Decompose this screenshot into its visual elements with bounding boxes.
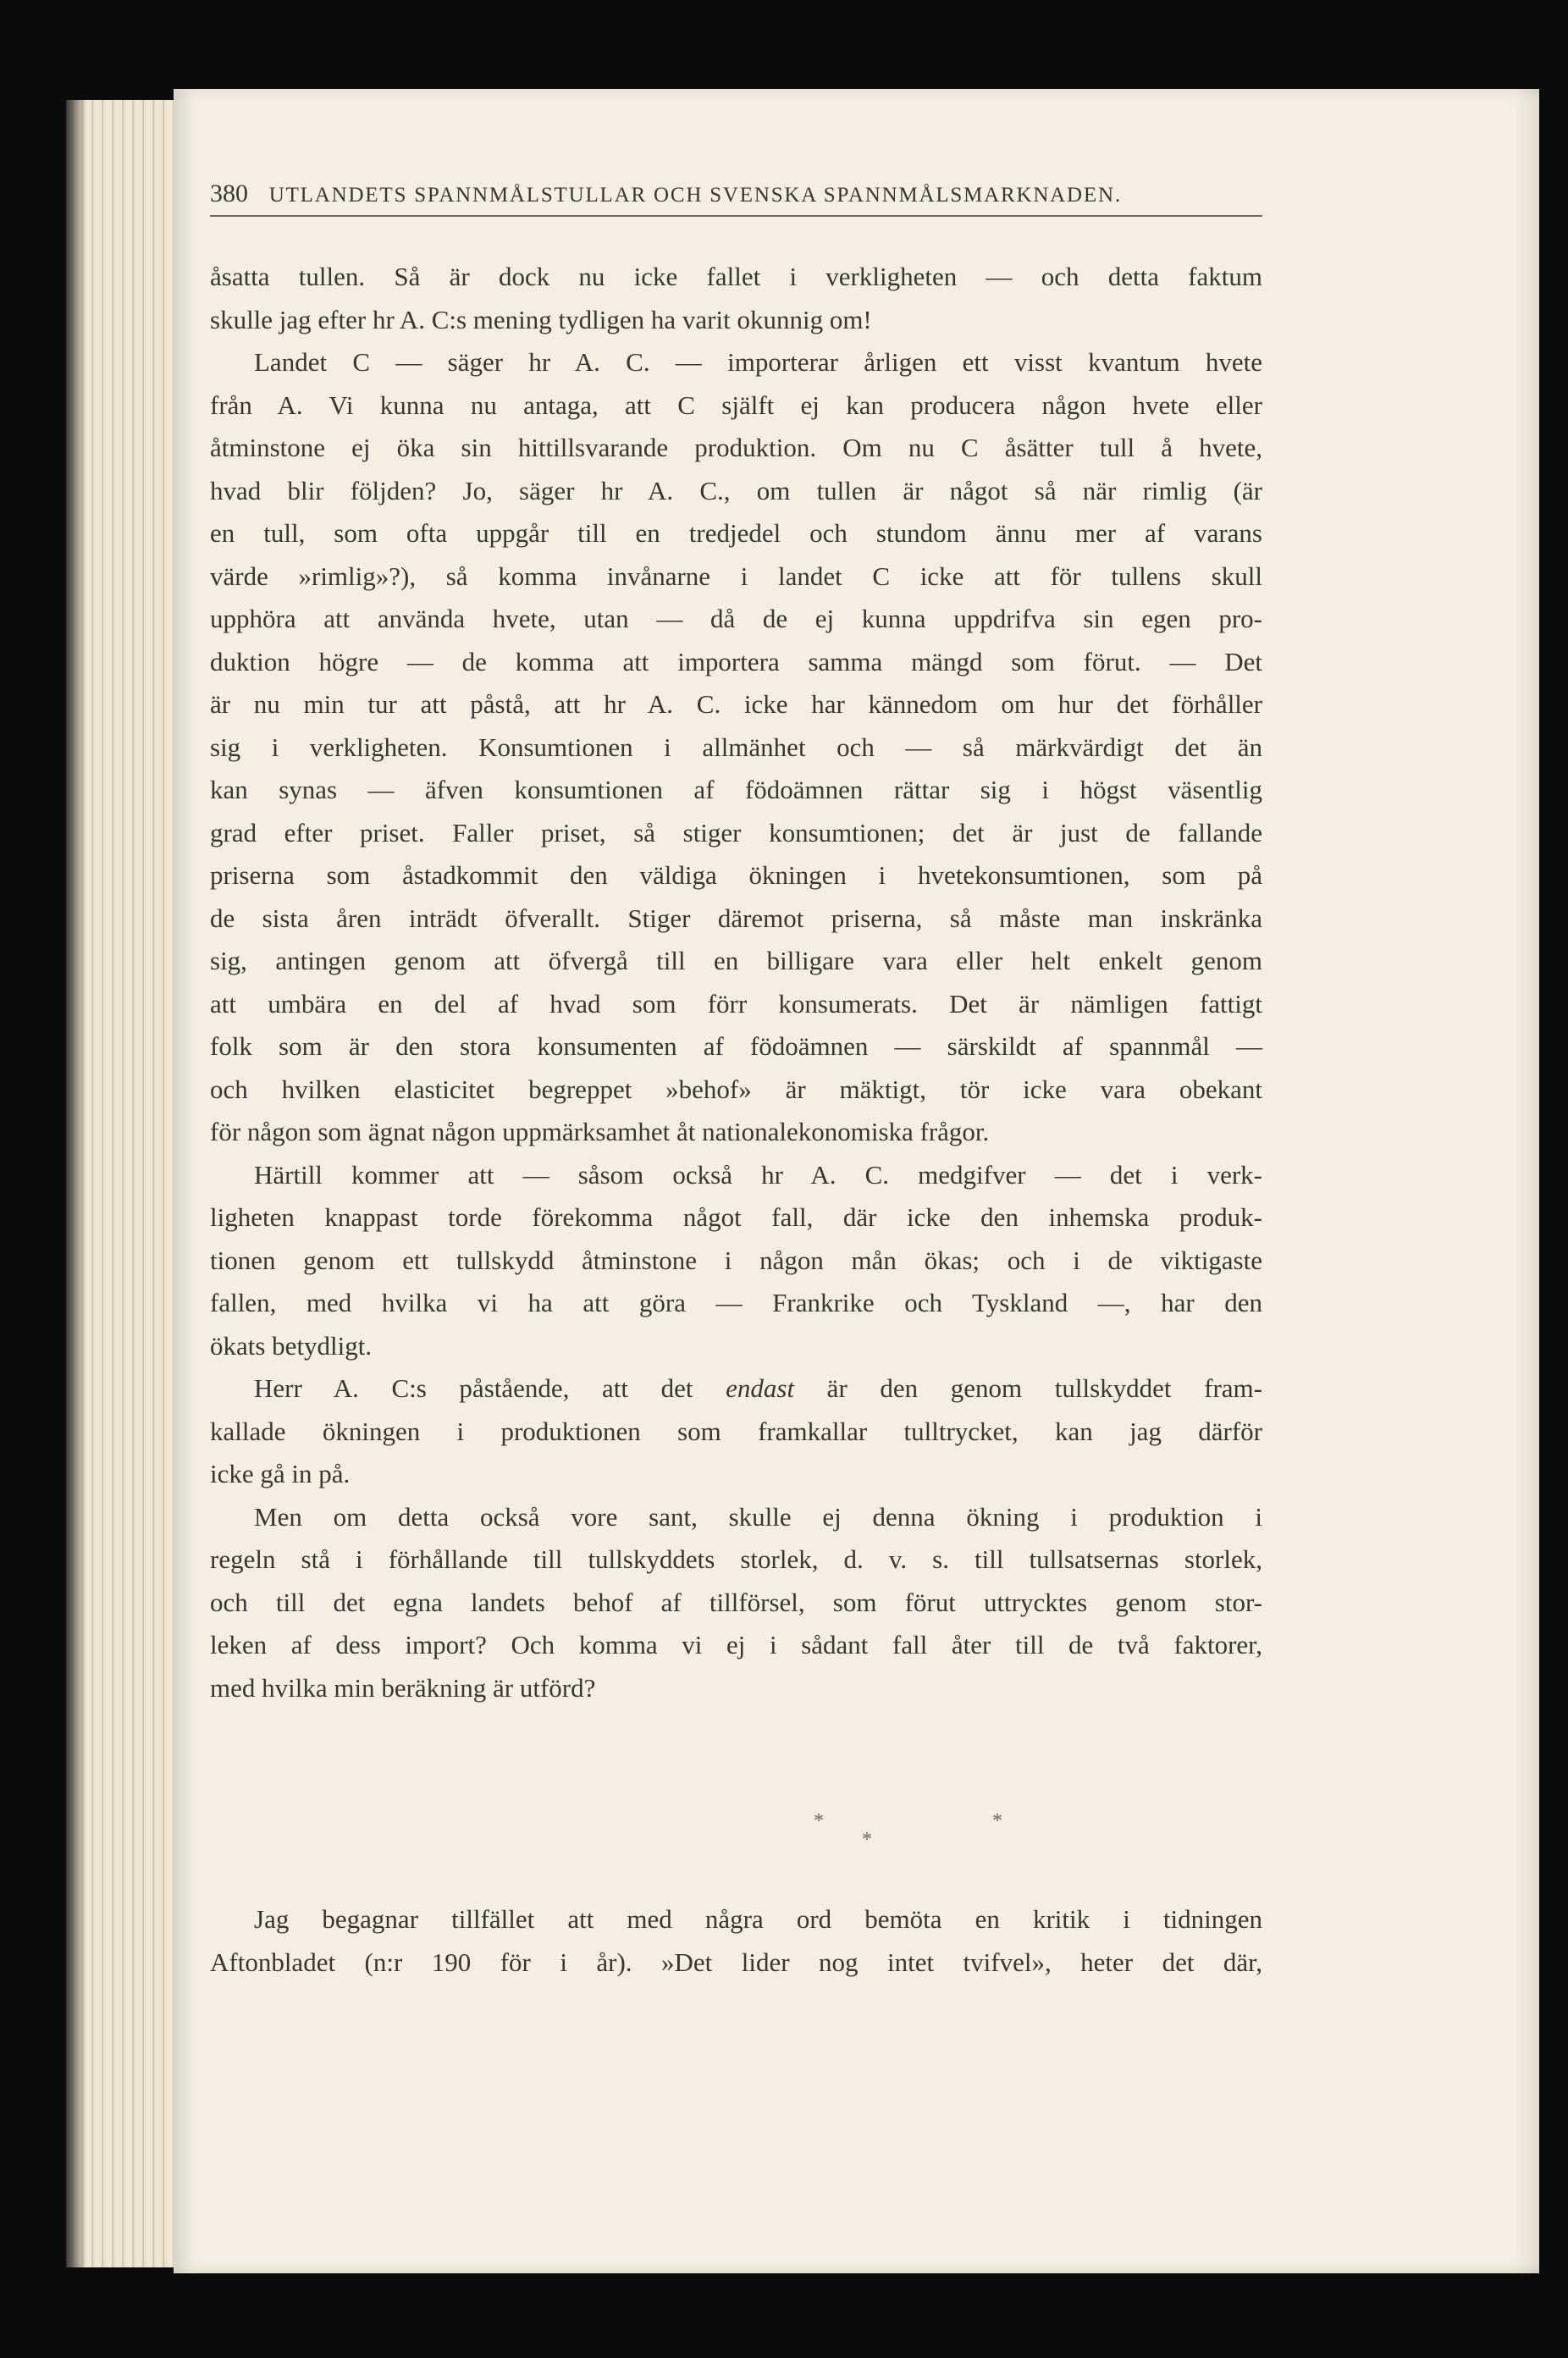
text-line: upphöra att använda hvete, utan — då de ej kunna uppdrifva sin egen pro- — [210, 604, 1262, 633]
text-line: och hvilken elasticitet begreppet »behof» är mäktigt, tör icke vara obekant — [210, 1074, 1262, 1104]
text-segment: är den genom tullskyddet fram- — [794, 1373, 1262, 1403]
text-line: kan synas — äfven konsumtionen af födoämnen rättar sig i högst väsentlig — [210, 775, 1262, 804]
text-line: åsatta tullen. Så är dock nu icke fallet i verkligheten — och detta faktum — [210, 262, 1262, 291]
text-line: ökats betydligt. — [210, 1330, 373, 1361]
text-line: ligheten knappast torde förekomma något fall, där icke den inhemska produk- — [210, 1202, 1262, 1232]
text-line: åtminstone ej öka sin hittillsvarande produktion. Om nu C åsätter tull å hvete, — [210, 433, 1262, 462]
running-title: UTLANDETS SPANNMÅLSTULLAR OCH SVENSKA SPANNMÅLSMARKNADEN. — [268, 184, 1122, 207]
text-line: från A. Vi kunna nu antaga, att C själft ej kan producera någon hvete eller — [210, 389, 1262, 420]
page-number: 380 — [210, 179, 248, 207]
text-line: skulle jag efter hr A. C:s mening tydligen ha varit okunnig om! — [210, 304, 872, 334]
asterisk: * — [814, 1810, 824, 1832]
closing-text — [210, 1898, 1262, 1984]
text-line: att umbära en del af hvad som förr konsumerats. Det är nämligen fattigt — [210, 988, 1262, 1019]
text-line: kallade ökningen i produktionen som framkallar tulltrycket, kan jag därför — [210, 1416, 1262, 1446]
text-line: leken af dess import? Och komma vi ej i sådant fall åter till de två faktorer, — [210, 1630, 1262, 1659]
text-line: Men om detta också vore sant, skulle ej denna ökning i produktion i — [254, 1501, 1262, 1532]
text-line: en tull, som ofta uppgår till en tredjedel och stundom ännu mer af varans — [210, 518, 1262, 548]
text-line: sig i verkligheten. Konsumtionen i allmänhet och — så märkvärdigt det än — [210, 732, 1262, 762]
text-line: med hvilka min beräkning är utförd? — [210, 1672, 596, 1703]
text-line: sig, antingen genom att öfvergå till en billigare vara eller helt enkelt genom — [210, 946, 1262, 975]
text-segment: Herr A. C:s påstående, att det — [254, 1373, 726, 1403]
text-line: grad efter priset. Faller priset, så stiger konsumtionen; det är just de fallande — [210, 817, 1262, 848]
text-line: fallen, med hvilka vi ha att göra — Frankrike och Tyskland —, har den — [210, 1288, 1262, 1317]
text-line: och till det egna landets behof af tillförsel, som förut uttrycktes genom stor- — [210, 1587, 1262, 1617]
text-line: för någon som ägnat någon uppmärksamhet åt nationalekonomiska frågor. — [210, 1117, 990, 1146]
text-line: Landet C — säger hr A. C. — importerar årligen ett visst kvantum hvete — [254, 347, 1262, 377]
text-line: folk som är den stora konsumenten af födoämnen — särskildt af spannmål — — [210, 1031, 1262, 1061]
text-line: Härtill kommer att — såsom också hr A. C. medgifver — det i verk- — [254, 1159, 1262, 1190]
text-line: duktion högre — de komma att importera samma mängd som förut. — Det — [210, 646, 1262, 676]
text-line: tionen genom ett tullskydd åtminstone i någon mån ökas; och i de viktigaste — [210, 1245, 1262, 1275]
text-line: de sista åren inträdt öfverallt. Stiger däremot priserna, så måste man inskränka — [210, 903, 1262, 933]
asterisk: * — [992, 1810, 1002, 1832]
text-line: Aftonbladet (n:r 190 för i år). »Det lider nog intet tvifvel», heter det där, — [210, 1947, 1262, 1977]
text-line: Jag begagnar tillfället att med några ord bemöta en kritik i tidningen — [254, 1904, 1262, 1934]
text-line: regeln stå i förhållande till tullskyddets storlek, d. v. s. till tullsatsernas storlek, — [210, 1544, 1262, 1574]
emphasis-word: endast — [726, 1373, 795, 1403]
text-line: hvad blir följden? Jo, säger hr A. C., om tullen är något så när rimlig (är — [210, 475, 1262, 505]
text-line: priserna som åstadkommit den väldiga ökningen i hvetekonsumtionen, som på — [210, 860, 1262, 890]
text-line: värde »rimlig»?), så komma invånarne i landet C icke att för tullens skull — [210, 561, 1262, 591]
asterisk: * — [862, 1829, 872, 1851]
text-line: är nu min tur att påstå, att hr A. C. icke har kännedom om hur det förhåller — [210, 689, 1262, 719]
text-line: icke gå in på. — [210, 1459, 351, 1488]
